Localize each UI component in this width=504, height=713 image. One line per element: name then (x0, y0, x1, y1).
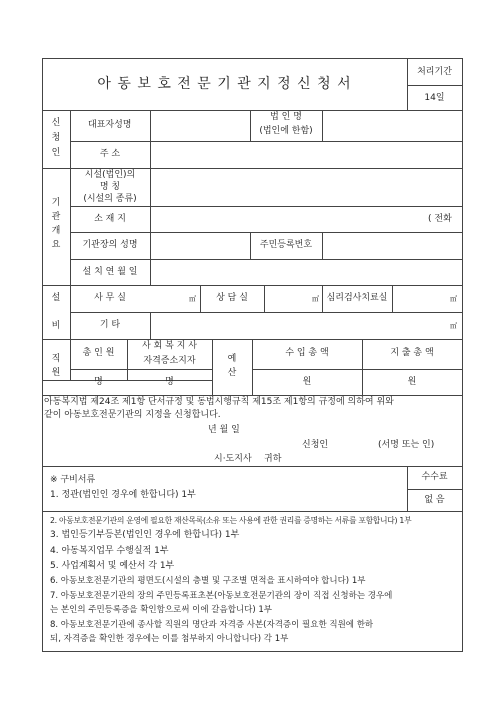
other-label: 기 타 (99, 320, 121, 330)
income-unit: 원 (302, 377, 312, 387)
resident-no-label: 주민등록번호 (259, 240, 313, 250)
honorific-label: 귀하 (264, 454, 282, 464)
corp-name-note: (법인에 한함) (259, 126, 313, 136)
section-applicant-1: 신 (51, 118, 61, 128)
income-label: 수 입 총 액 (285, 348, 329, 358)
section-facility-3: 개 (51, 226, 61, 236)
section-applicant-2: 청 (51, 133, 61, 143)
section-equipment-1: 설 (51, 293, 61, 303)
doc-item-4: 4. 아동복지업무 수행실적 1부 (50, 546, 169, 556)
est-date-label: 설 치 연 월 일 (82, 267, 138, 277)
address-label: 주 소 (99, 149, 121, 159)
processing-value: 14일 (424, 93, 445, 103)
recipient-label: 시·도지사 (214, 454, 252, 464)
social-worker-label-2: 자격증소지자 (143, 356, 196, 366)
office-label: 사 무 실 (94, 293, 126, 303)
section-staff-2: 원 (51, 368, 61, 378)
section-facility-2: 관 (51, 212, 61, 222)
section-applicant-3: 인 (51, 148, 61, 158)
social-worker-label-1: 사 회 복 지 사 (142, 341, 197, 351)
expense-unit: 원 (407, 377, 417, 387)
section-facility-4: 요 (51, 240, 61, 250)
expense-label: 지 출 총 액 (390, 348, 434, 358)
applicant-label: 신청인 (302, 440, 329, 450)
sign-label: (서명 또는 인) (378, 440, 435, 450)
section-equipment-2: 비 (51, 321, 61, 331)
doc-item-5: 5. 사업계획서 및 예산서 각 1부 (50, 561, 175, 571)
section-facility-1: 기 (51, 198, 61, 208)
doc-item-8a: 8. 아동보호전문기관에 종사할 직원의 명단과 자격증 사본(자격증이 필요한 직원에 한하 (50, 620, 374, 630)
facility-name-label-3: (시설의 종류) (83, 194, 137, 204)
doc-item-6: 6. 아동보호전문기관의 평면도(시설의 층별 및 구조별 면적을 표시하여야 합니다) 1부 (50, 576, 366, 586)
doc-item-1: 1. 정관(법인인 경우에 한합니다) 1부 (50, 490, 196, 500)
consult-unit: ㎡ (312, 295, 319, 303)
processing-label: 처리기간 (417, 67, 452, 77)
budget-label-2: 산 (227, 368, 237, 378)
facility-name-label-2: 명 칭 (99, 182, 121, 192)
therapy-unit: ㎡ (450, 295, 457, 303)
phone-label: ( 전화 (428, 214, 452, 224)
doc-item-3: 3. 법인등기부등본(법인인 경우에 한합니다) 1부 (50, 530, 240, 540)
rep-name-label: 대표자성명 (88, 120, 132, 130)
total-staff-label: 총 인 원 (82, 348, 115, 358)
statement-line-1: 아동복지법 제24조 제1항 단서규정 및 동법시행규칙 제15조 제1항의 규정에 의하여 위와 (44, 397, 394, 407)
therapy-label: 심리검사치료실 (326, 293, 388, 303)
doc-item-8b: 되, 자격증을 확인한 경우에는 이를 첨부하지 아니합니다) 각 1부 (50, 634, 289, 644)
statement-line-2: 같이 아동보호전문기관의 지정을 신청합니다. (44, 410, 221, 420)
corp-name-label: 법 인 명 (270, 112, 302, 122)
doc-item-7b: 는 본인의 주민등록증을 확인함으로써 이에 갈음합니다) 1부 (50, 605, 273, 615)
total-staff-unit: 명 (94, 377, 103, 387)
office-unit: ㎡ (189, 295, 196, 303)
application-date: 년 월 일 (208, 425, 240, 435)
head-name-label: 기관장의 성명 (82, 240, 138, 250)
fee-label: 수수료 (421, 472, 448, 482)
facility-name-label-1: 시설(법인)의 (84, 170, 136, 180)
consult-label: 상 담 실 (216, 293, 248, 303)
doc-item-7a: 7. 아동보호전문기관의 장의 주민등록표초본(아동보호전문기관의 장이 직접 신청하는 경우에 (50, 591, 393, 601)
location-label: 소 재 지 (94, 214, 126, 224)
other-unit: ㎡ (450, 322, 457, 330)
budget-label-1: 예 (227, 354, 237, 364)
doc-item-2: 2. 아동보호전문기관의 운영에 필요한 재산목록(소유 또는 사용에 관한 권리를 증명하는 서류를 포함합니다) 1부 (50, 516, 412, 525)
social-worker-unit: 명 (165, 377, 174, 387)
fee-value: 없 음 (424, 495, 445, 505)
form-title: 아 동 보 호 전 문 기 관 지 정 신 청 서 (97, 76, 352, 92)
section-staff-1: 직 (51, 354, 61, 364)
required-docs-header: ※ 구비서류 (50, 475, 96, 485)
